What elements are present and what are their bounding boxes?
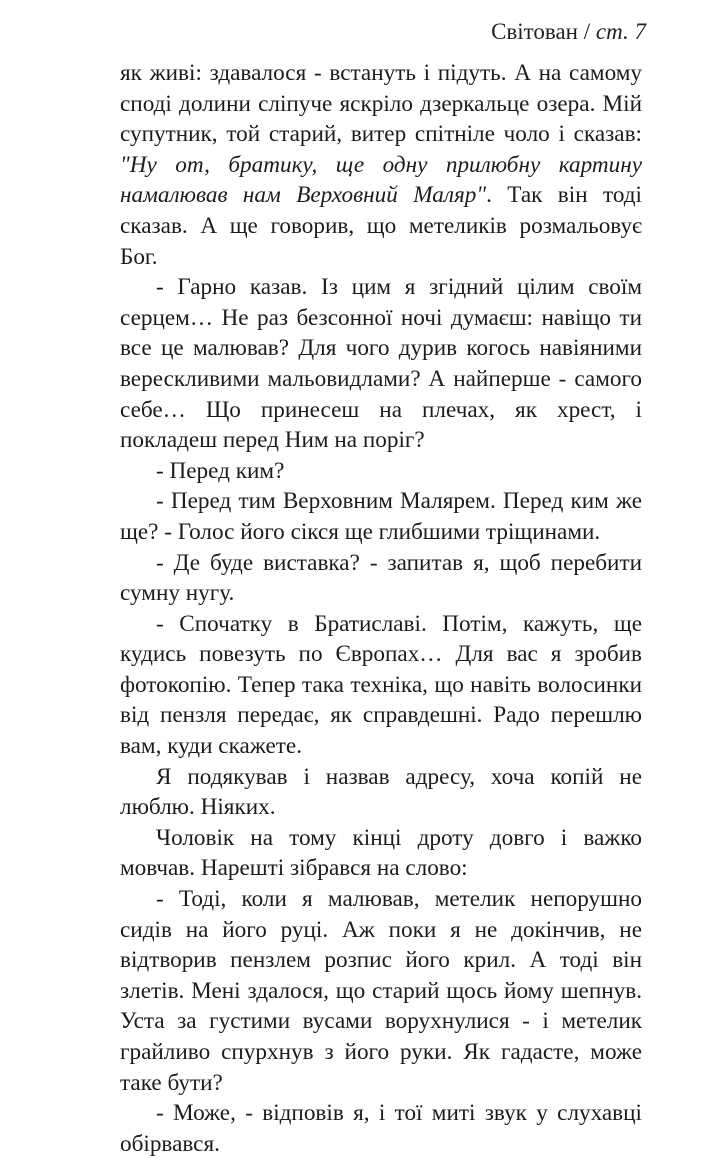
- paragraph-5: - Де буде виставка? - запитав я, щоб перебити сумну нугу.: [120, 549, 642, 607]
- paragraph-10: - Може, - відповів я, і тої миті звук у слухавці обірвався.: [120, 1100, 642, 1157]
- book-title: Світован: [491, 19, 578, 44]
- running-header: [491, 18, 646, 46]
- paragraph-text: . Так він тоді сказав. А ще говорив, що метеликів розмальовує Бог.: [120, 182, 642, 270]
- paragraph-6: - Спочатку в Братиславі. Потім, кажуть, ще кудись повезуть по Європах… Для вас я зробив фотокопію. Тепер така техніка, що навіть волосинки від пензля передає, як справдешні. Радо перешлю вам, куди скажете.: [120, 610, 642, 760]
- paragraph-text: як живі: здавалося - встануть і підуть. А на самому споді долини сліпуче яскріло дзеркальце озера. Мій супутник, той старий, витер спітніле чоло і сказав:: [120, 60, 642, 148]
- paragraph-8: Чоловік на тому кінці дроту довго і важко мовчав. Нарешті зібрався на слово:: [120, 824, 642, 882]
- page-number: ст. 7: [595, 19, 646, 44]
- paragraph-7: Я подякував і назвав адресу, хоча копій не люблю. Ніяких.: [120, 763, 642, 821]
- paragraph-9: - Тоді, коли я малював, метелик непорушно сидів на його руці. Аж поки я не докінчив, не відтворив пензлем розпис його крил. А тоді він злетів. Мені здалося, що старий щось йому шепнув. Уста за густими вусами ворухнулися - і метелик грайливо спурхнув з його руки. Як гадасте, може таке бути?: [120, 886, 642, 1096]
- header-separator: /: [578, 19, 596, 44]
- paragraph-4: - Перед тим Верховним Малярем. Перед ким же ще? - Голос його сікся ще глибшими тріщинами.: [120, 488, 642, 545]
- paragraph-1: [120, 58, 642, 272]
- paragraph-3: - Перед ким?: [156, 457, 285, 484]
- italic-quote: "Ну от, братику, ще одну прилюбну картину намалював нам Верховний Маляр": [120, 151, 642, 209]
- body-text: [120, 58, 642, 1159]
- paragraph-2: - Гарно казав. Із цим я згідний цілим своїм серцем… Не раз безсонної ночі думаєш: навіщо ти все це малював? Для чого дурив когось навіяними верескливими мальовидлами? А найперше - самого себе… Що принесеш на плечах, як хрест, і покладеш перед Ним на поріг?: [120, 274, 642, 454]
